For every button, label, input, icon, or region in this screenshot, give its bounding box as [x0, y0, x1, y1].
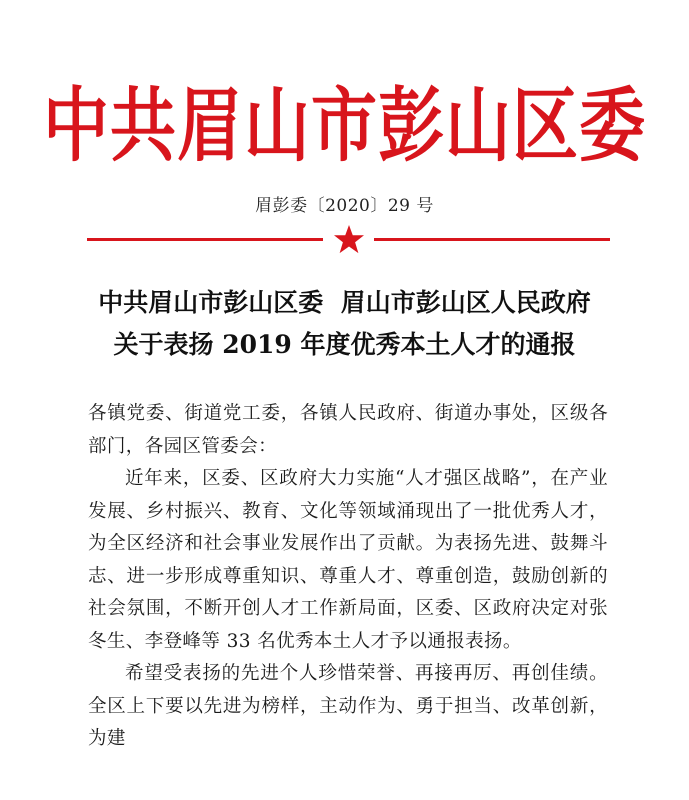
heading-line-2: 关于表扬 2019 年度优秀本土人才的通报	[113, 330, 576, 359]
document-number: 眉彭委〔2020〕29 号	[255, 196, 434, 216]
paragraph-2: 希望受表扬的先进个人珍惜荣誉、再接再厉、再创佳绩。全区上下要以先进为榜样，主动作为、勇于担当、改革创新，为建	[88, 663, 608, 749]
heading-line-1: 中共眉山市彭山区委 眉山市彭山区人民政府	[98, 288, 591, 317]
star-icon	[332, 224, 366, 254]
salutation: 各镇党委、街道党工委，各镇人民政府、街道办事处，区级各部门，各园区管委会：	[88, 403, 608, 457]
document-heading	[0, 282, 689, 366]
divider-line-left	[87, 238, 323, 241]
red-divider	[87, 222, 610, 258]
document-body	[88, 398, 608, 756]
paragraph-1: 近年来，区委、区政府大力实施“人才强区战略”，在产业发展、乡村振兴、教育、文化等领域涌现出了一批优秀人才，为全区经济和社会事业发展作出了贡献。为表扬先进、鼓舞斗志、进一步形成尊重知识、尊重人才、尊重创造，鼓励创新的社会氛围，不断开创人才工作新局面，区委、区政府决定对张冬生、李登峰等 33 名优秀本土人才予以通报表扬。	[88, 468, 608, 652]
divider-line-right	[374, 238, 610, 241]
issuing-organ-title: 中共眉山市彭山区委	[43, 78, 646, 173]
star-shape	[334, 225, 364, 253]
